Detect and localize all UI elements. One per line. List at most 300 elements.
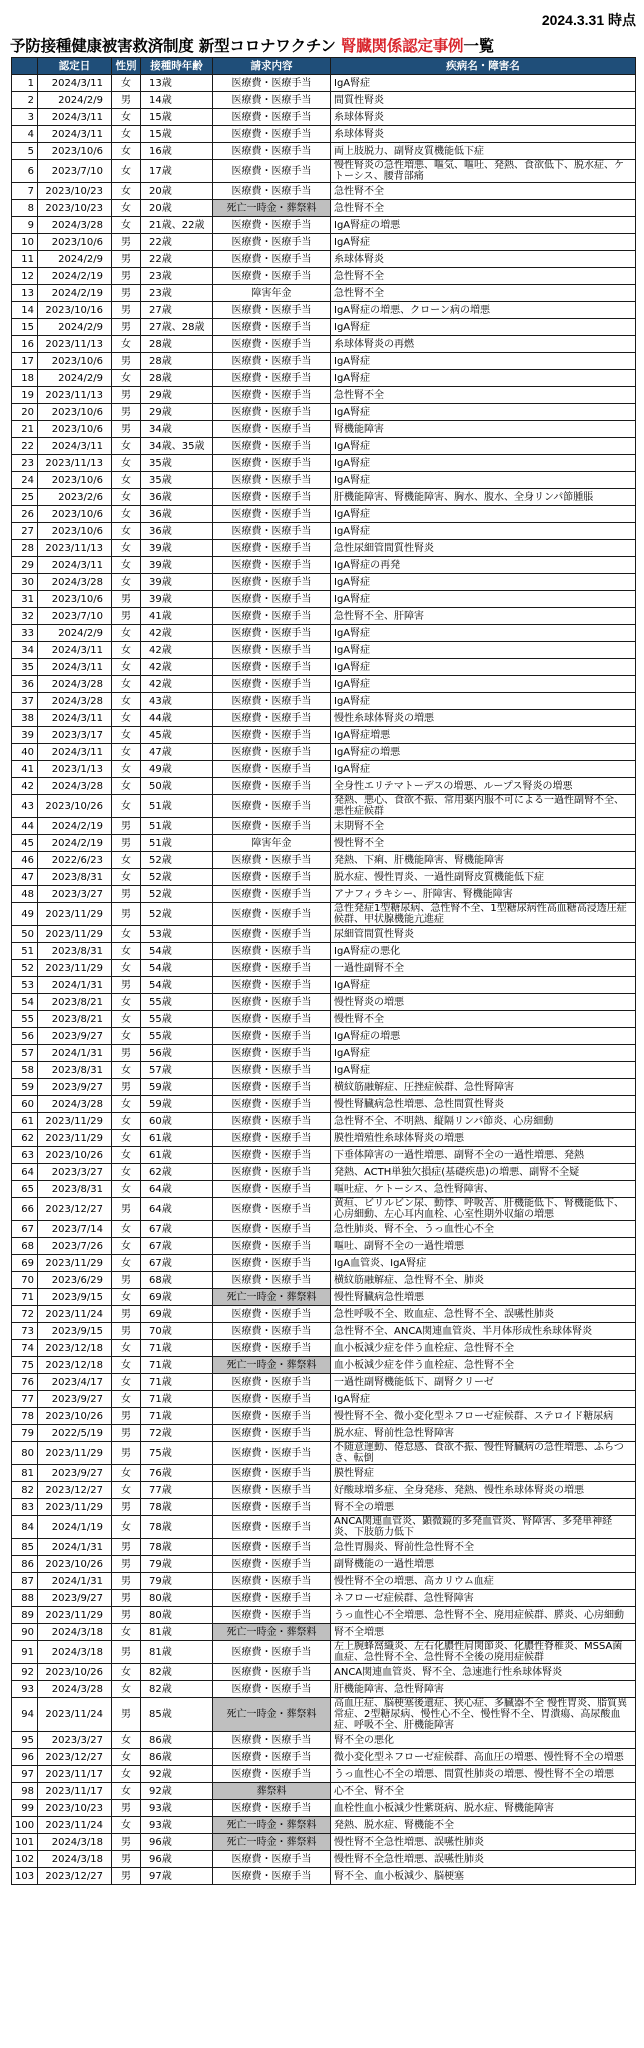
- age-cell: 81歳: [141, 1624, 213, 1641]
- cert-date-cell: 2023/10/23: [38, 183, 112, 200]
- table-row: [12, 852, 636, 869]
- illness-name-cell: IgA腎症: [331, 404, 636, 421]
- age-cell: 71歳: [141, 1357, 213, 1374]
- claim-type-cell: 医療費・医療手当: [213, 489, 331, 506]
- sex-cell: 女: [112, 1062, 141, 1079]
- case-number-cell: 8: [12, 200, 38, 217]
- age-cell: 61歳: [141, 1130, 213, 1147]
- cert-date-cell: 2023/11/24: [38, 1698, 112, 1732]
- claim-type-cell: 医療費・医療手当: [213, 903, 331, 926]
- table-row: [12, 540, 636, 557]
- sex-cell: 女: [112, 1130, 141, 1147]
- case-number-cell: 65: [12, 1181, 38, 1198]
- case-number-cell: 28: [12, 540, 38, 557]
- illness-name-cell: 糸球体腎炎: [331, 126, 636, 143]
- age-cell: 43歳: [141, 693, 213, 710]
- illness-name-cell: 横紋筋融解症、圧挫症候群、急性腎障害: [331, 1079, 636, 1096]
- age-cell: 71歳: [141, 1374, 213, 1391]
- case-number-cell: 27: [12, 523, 38, 540]
- table-row: [12, 1482, 636, 1499]
- claim-type-cell: 医療費・医療手当: [213, 852, 331, 869]
- table-row: [12, 608, 636, 625]
- age-cell: 29歳: [141, 387, 213, 404]
- cert-date-cell: 2024/2/9: [38, 319, 112, 336]
- claim-type-cell: 医療費・医療手当: [213, 1482, 331, 1499]
- cert-date-cell: 2023/11/29: [38, 1442, 112, 1465]
- table-row: [12, 1272, 636, 1289]
- col-header-sex: 性別: [112, 58, 141, 75]
- sex-cell: 女: [112, 926, 141, 943]
- illness-name-cell: 腎不全の悪化: [331, 1732, 636, 1749]
- case-number-cell: 39: [12, 727, 38, 744]
- cert-date-cell: 2023/12/27: [38, 1749, 112, 1766]
- table-row: [12, 903, 636, 926]
- case-number-cell: 47: [12, 869, 38, 886]
- age-cell: 13歳: [141, 75, 213, 92]
- age-cell: 71歳: [141, 1408, 213, 1425]
- claim-type-cell: 医療費・医療手当: [213, 1340, 331, 1357]
- sex-cell: 女: [112, 1664, 141, 1681]
- case-number-cell: 22: [12, 438, 38, 455]
- age-cell: 59歳: [141, 1079, 213, 1096]
- case-number-cell: 16: [12, 336, 38, 353]
- table-row: [12, 1425, 636, 1442]
- table-row: [12, 1255, 636, 1272]
- table-row: [12, 818, 636, 835]
- age-cell: 78歳: [141, 1516, 213, 1539]
- age-cell: 54歳: [141, 977, 213, 994]
- case-number-cell: 54: [12, 994, 38, 1011]
- table-row: [12, 489, 636, 506]
- sex-cell: 女: [112, 557, 141, 574]
- claim-type-cell: 医療費・医療手当: [213, 1181, 331, 1198]
- case-number-cell: 101: [12, 1834, 38, 1851]
- sex-cell: 女: [112, 1289, 141, 1306]
- table-row: [12, 1391, 636, 1408]
- cert-date-cell: 2023/10/6: [38, 404, 112, 421]
- sex-cell: 男: [112, 1306, 141, 1323]
- illness-name-cell: IgA腎症: [331, 1391, 636, 1408]
- age-cell: 42歳: [141, 676, 213, 693]
- age-cell: 71歳: [141, 1391, 213, 1408]
- table-row: [12, 1442, 636, 1465]
- case-number-cell: 37: [12, 693, 38, 710]
- claim-type-cell: 死亡一時金・葬祭料: [213, 200, 331, 217]
- age-cell: 59歳: [141, 1096, 213, 1113]
- illness-name-cell: 急性腎不全、不明熱、縦隔リンパ節炎、心房細動: [331, 1113, 636, 1130]
- table-row: [12, 1800, 636, 1817]
- case-number-cell: 30: [12, 574, 38, 591]
- sex-cell: 男: [112, 1800, 141, 1817]
- sex-cell: 男: [112, 1045, 141, 1062]
- claim-type-cell: 医療費・医療手当: [213, 1800, 331, 1817]
- cert-date-cell: 2023/9/15: [38, 1323, 112, 1340]
- case-number-cell: 90: [12, 1624, 38, 1641]
- claim-type-cell: 医療費・医療手当: [213, 1590, 331, 1607]
- cert-date-cell: 2024/3/18: [38, 1641, 112, 1664]
- claim-type-cell: 医療費・医療手当: [213, 642, 331, 659]
- illness-name-cell: IgA腎症: [331, 353, 636, 370]
- table-row: [12, 1181, 636, 1198]
- case-number-cell: 32: [12, 608, 38, 625]
- sex-cell: 女: [112, 1164, 141, 1181]
- age-cell: 97歳: [141, 1868, 213, 1885]
- table-row: [12, 727, 636, 744]
- sex-cell: 男: [112, 1539, 141, 1556]
- cert-date-cell: 2023/3/27: [38, 1732, 112, 1749]
- cert-date-cell: 2023/10/6: [38, 353, 112, 370]
- age-cell: 47歳: [141, 744, 213, 761]
- illness-name-cell: IgA腎症の増悪、クローン病の増悪: [331, 302, 636, 319]
- claim-type-cell: 医療費・医療手当: [213, 540, 331, 557]
- cert-date-cell: 2023/10/26: [38, 1664, 112, 1681]
- claim-type-cell: 医療費・医療手当: [213, 886, 331, 903]
- claim-type-cell: 障害年金: [213, 285, 331, 302]
- sex-cell: 女: [112, 523, 141, 540]
- age-cell: 96歳: [141, 1834, 213, 1851]
- illness-name-cell: IgA腎症: [331, 642, 636, 659]
- cert-date-cell: 2023/11/29: [38, 903, 112, 926]
- case-number-cell: 29: [12, 557, 38, 574]
- table-row: [12, 994, 636, 1011]
- claim-type-cell: 医療費・医療手当: [213, 1391, 331, 1408]
- page-title: [10, 34, 636, 56]
- cert-date-cell: 2024/3/18: [38, 1624, 112, 1641]
- case-number-cell: 91: [12, 1641, 38, 1664]
- case-number-cell: 9: [12, 217, 38, 234]
- case-number-cell: 38: [12, 710, 38, 727]
- sex-cell: 女: [112, 1482, 141, 1499]
- table-row: [12, 1289, 636, 1306]
- claim-type-cell: 医療費・医療手当: [213, 818, 331, 835]
- table-row: [12, 126, 636, 143]
- claim-type-cell: 医療費・医療手当: [213, 1374, 331, 1391]
- illness-name-cell: IgA腎症: [331, 1045, 636, 1062]
- table-row: [12, 659, 636, 676]
- illness-name-cell: 腎機能障害: [331, 421, 636, 438]
- illness-name-cell: 急性腎不全: [331, 268, 636, 285]
- illness-name-cell: 糸球体腎炎: [331, 251, 636, 268]
- case-number-cell: 35: [12, 659, 38, 676]
- case-number-cell: 93: [12, 1681, 38, 1698]
- sex-cell: 女: [112, 160, 141, 183]
- sex-cell: 男: [112, 353, 141, 370]
- cert-date-cell: 2023/10/26: [38, 1147, 112, 1164]
- age-cell: 55歳: [141, 1011, 213, 1028]
- illness-name-cell: IgA腎症の増悪: [331, 744, 636, 761]
- case-number-cell: 12: [12, 268, 38, 285]
- claim-type-cell: 医療費・医療手当: [213, 1573, 331, 1590]
- illness-name-cell: 急性腎不全、ANCA関連血管炎、半月体形成性糸球体腎炎: [331, 1323, 636, 1340]
- sex-cell: 男: [112, 234, 141, 251]
- claim-type-cell: 医療費・医療手当: [213, 183, 331, 200]
- table-row: [12, 1624, 636, 1641]
- case-number-cell: 24: [12, 472, 38, 489]
- cert-date-cell: 2023/4/17: [38, 1374, 112, 1391]
- claim-type-cell: 医療費・医療手当: [213, 1164, 331, 1181]
- claim-type-cell: 医療費・医療手当: [213, 421, 331, 438]
- cert-date-cell: 2024/2/19: [38, 835, 112, 852]
- cert-date-cell: 2024/3/28: [38, 778, 112, 795]
- case-number-cell: 26: [12, 506, 38, 523]
- claim-type-cell: 医療費・医療手当: [213, 693, 331, 710]
- age-cell: 45歳: [141, 727, 213, 744]
- age-cell: 67歳: [141, 1238, 213, 1255]
- cert-date-cell: 2023/10/6: [38, 591, 112, 608]
- cert-date-cell: 2023/10/26: [38, 1408, 112, 1425]
- claim-type-cell: 医療費・医療手当: [213, 143, 331, 160]
- age-cell: 64歳: [141, 1198, 213, 1221]
- case-number-cell: 77: [12, 1391, 38, 1408]
- age-cell: 71歳: [141, 1340, 213, 1357]
- claim-type-cell: 医療費・医療手当: [213, 926, 331, 943]
- cert-date-cell: 2023/11/17: [38, 1766, 112, 1783]
- cert-date-cell: 2024/3/28: [38, 217, 112, 234]
- cert-date-cell: 2023/10/26: [38, 795, 112, 818]
- table-row: [12, 943, 636, 960]
- illness-name-cell: 慢性腎不全、微小変化型ネフローゼ症候群、ステロイド糖尿病: [331, 1408, 636, 1425]
- age-cell: 54歳: [141, 960, 213, 977]
- sex-cell: 男: [112, 1698, 141, 1732]
- sex-cell: 女: [112, 143, 141, 160]
- claim-type-cell: 医療費・医療手当: [213, 387, 331, 404]
- case-number-cell: 62: [12, 1130, 38, 1147]
- illness-name-cell: 腎不全増悪: [331, 1624, 636, 1641]
- cert-date-cell: 2023/11/29: [38, 1499, 112, 1516]
- table-row: [12, 1147, 636, 1164]
- illness-name-cell: 急性腎不全: [331, 387, 636, 404]
- age-cell: 20歳: [141, 200, 213, 217]
- illness-name-cell: 慢性腎臓病急性増悪: [331, 1289, 636, 1306]
- table-row: [12, 744, 636, 761]
- age-cell: 72歳: [141, 1425, 213, 1442]
- claim-type-cell: 医療費・医療手当: [213, 319, 331, 336]
- table-row: [12, 1868, 636, 1885]
- cert-date-cell: 2023/10/26: [38, 1556, 112, 1573]
- sex-cell: 女: [112, 960, 141, 977]
- age-cell: 42歳: [141, 659, 213, 676]
- age-cell: 69歳: [141, 1306, 213, 1323]
- case-number-cell: 50: [12, 926, 38, 943]
- cert-date-cell: 2023/11/29: [38, 926, 112, 943]
- case-number-cell: 61: [12, 1113, 38, 1130]
- illness-name-cell: 左上腕蜂窩織炎、左右化膿性肩関節炎、化膿性脊椎炎、MSSA菌血症、急性腎不全、急性腎不全後の廃用症候群: [331, 1641, 636, 1664]
- claim-type-cell: 死亡一時金・葬祭料: [213, 1357, 331, 1374]
- table-header-row: [12, 58, 636, 75]
- age-cell: 35歳: [141, 455, 213, 472]
- case-number-cell: 92: [12, 1664, 38, 1681]
- col-header-date: 認定日: [38, 58, 112, 75]
- sex-cell: 女: [112, 659, 141, 676]
- age-cell: 54歳: [141, 943, 213, 960]
- case-number-cell: 58: [12, 1062, 38, 1079]
- illness-name-cell: 末期腎不全: [331, 818, 636, 835]
- cert-date-cell: 2024/3/11: [38, 75, 112, 92]
- cert-date-cell: 2023/8/31: [38, 1181, 112, 1198]
- claim-type-cell: 医療費・医療手当: [213, 1408, 331, 1425]
- table-row: [12, 977, 636, 994]
- claim-type-cell: 医療費・医療手当: [213, 353, 331, 370]
- table-row: [12, 574, 636, 591]
- age-cell: 62歳: [141, 1164, 213, 1181]
- illness-name-cell: 全身性エリテマトーデスの増悪、ループス腎炎の増悪: [331, 778, 636, 795]
- sex-cell: 女: [112, 1238, 141, 1255]
- claim-type-cell: 医療費・医療手当: [213, 1868, 331, 1885]
- cert-date-cell: 2023/10/16: [38, 302, 112, 319]
- illness-name-cell: IgA血管炎、IgA腎症: [331, 1255, 636, 1272]
- case-number-cell: 97: [12, 1766, 38, 1783]
- table-row: [12, 886, 636, 903]
- age-cell: 36歳: [141, 523, 213, 540]
- age-cell: 15歳: [141, 109, 213, 126]
- illness-name-cell: IgA腎症: [331, 370, 636, 387]
- sex-cell: 男: [112, 1851, 141, 1868]
- sex-cell: 男: [112, 268, 141, 285]
- age-cell: 81歳: [141, 1641, 213, 1664]
- age-cell: 29歳: [141, 404, 213, 421]
- age-cell: 55歳: [141, 994, 213, 1011]
- age-cell: 34歳、35歳: [141, 438, 213, 455]
- case-number-cell: 48: [12, 886, 38, 903]
- sex-cell: 男: [112, 302, 141, 319]
- sex-cell: 女: [112, 778, 141, 795]
- case-number-cell: 21: [12, 421, 38, 438]
- cert-date-cell: 2024/3/18: [38, 1834, 112, 1851]
- claim-type-cell: 医療費・医療手当: [213, 1425, 331, 1442]
- claim-type-cell: 医療費・医療手当: [213, 1255, 331, 1272]
- table-row: [12, 92, 636, 109]
- cert-date-cell: 2023/7/26: [38, 1238, 112, 1255]
- cert-date-cell: 2024/3/11: [38, 659, 112, 676]
- claim-type-cell: 障害年金: [213, 835, 331, 852]
- as-of-date: 2024.3.31 時点: [541, 12, 636, 28]
- table-row: [12, 1011, 636, 1028]
- illness-name-cell: 間質性腎炎: [331, 92, 636, 109]
- sex-cell: 女: [112, 109, 141, 126]
- sex-cell: 女: [112, 869, 141, 886]
- case-number-cell: 83: [12, 1499, 38, 1516]
- illness-name-cell: 急性発症1型糖尿病、急性腎不全、1型糖尿病性高血糖高浸透圧症候群、甲状腺機能亢進症: [331, 903, 636, 926]
- case-number-cell: 103: [12, 1868, 38, 1885]
- case-number-cell: 15: [12, 319, 38, 336]
- cert-date-cell: 2023/11/17: [38, 1783, 112, 1800]
- sex-cell: 女: [112, 1113, 141, 1130]
- sex-cell: 男: [112, 1607, 141, 1624]
- cert-date-cell: 2023/11/29: [38, 960, 112, 977]
- cert-date-cell: 2023/9/27: [38, 1028, 112, 1045]
- cert-date-cell: 2023/11/29: [38, 1255, 112, 1272]
- cert-date-cell: 2024/3/11: [38, 744, 112, 761]
- case-number-cell: 40: [12, 744, 38, 761]
- table-row: [12, 693, 636, 710]
- cert-date-cell: 2023/10/23: [38, 1800, 112, 1817]
- age-cell: 70歳: [141, 1323, 213, 1340]
- sex-cell: 女: [112, 438, 141, 455]
- sex-cell: 男: [112, 1499, 141, 1516]
- illness-name-cell: 心不全、腎不全: [331, 1783, 636, 1800]
- age-cell: 42歳: [141, 642, 213, 659]
- case-number-cell: 76: [12, 1374, 38, 1391]
- sex-cell: 女: [112, 540, 141, 557]
- age-cell: 96歳: [141, 1851, 213, 1868]
- claim-type-cell: 医療費・医療手当: [213, 523, 331, 540]
- case-number-cell: 4: [12, 126, 38, 143]
- table-row: [12, 160, 636, 183]
- case-number-cell: 44: [12, 818, 38, 835]
- table-row: [12, 302, 636, 319]
- case-number-cell: 82: [12, 1482, 38, 1499]
- case-number-cell: 33: [12, 625, 38, 642]
- table-row: [12, 710, 636, 727]
- claim-type-cell: 医療費・医療手当: [213, 1499, 331, 1516]
- case-number-cell: 57: [12, 1045, 38, 1062]
- cert-date-cell: 2024/3/11: [38, 710, 112, 727]
- sex-cell: 女: [112, 943, 141, 960]
- cert-date-cell: 2023/11/29: [38, 1113, 112, 1130]
- cert-date-cell: 2024/1/31: [38, 977, 112, 994]
- illness-name-cell: 急性腎不全: [331, 285, 636, 302]
- claim-type-cell: 医療費・医療手当: [213, 659, 331, 676]
- title-prefix: 予防接種健康被害救済制度 新型コロナワクチン: [10, 37, 341, 55]
- age-cell: 28歳: [141, 336, 213, 353]
- age-cell: 86歳: [141, 1749, 213, 1766]
- age-cell: 92歳: [141, 1783, 213, 1800]
- claim-type-cell: 医療費・医療手当: [213, 438, 331, 455]
- age-cell: 85歳: [141, 1698, 213, 1732]
- age-cell: 82歳: [141, 1664, 213, 1681]
- cert-date-cell: 2024/3/28: [38, 676, 112, 693]
- table-row: [12, 778, 636, 795]
- case-number-cell: 3: [12, 109, 38, 126]
- table-row: [12, 472, 636, 489]
- table-row: [12, 1834, 636, 1851]
- sex-cell: 女: [112, 1357, 141, 1374]
- sex-cell: 女: [112, 183, 141, 200]
- claim-type-cell: 医療費・医療手当: [213, 1130, 331, 1147]
- age-cell: 80歳: [141, 1607, 213, 1624]
- table-row: [12, 960, 636, 977]
- table-row: [12, 370, 636, 387]
- sex-cell: 男: [112, 1442, 141, 1465]
- case-number-cell: 52: [12, 960, 38, 977]
- case-number-cell: 74: [12, 1340, 38, 1357]
- cert-date-cell: 2023/10/6: [38, 421, 112, 438]
- case-number-cell: 11: [12, 251, 38, 268]
- age-cell: 21歳、22歳: [141, 217, 213, 234]
- cert-date-cell: 2024/2/9: [38, 370, 112, 387]
- table-row: [12, 1556, 636, 1573]
- cert-date-cell: 2023/11/29: [38, 1607, 112, 1624]
- age-cell: 78歳: [141, 1539, 213, 1556]
- table-row: [12, 109, 636, 126]
- claim-type-cell: 医療費・医療手当: [213, 370, 331, 387]
- case-number-cell: 2: [12, 92, 38, 109]
- table-row: [12, 869, 636, 886]
- cert-date-cell: 2023/10/6: [38, 234, 112, 251]
- table-row: [12, 251, 636, 268]
- table-row: [12, 523, 636, 540]
- claim-type-cell: 医療費・医療手当: [213, 676, 331, 693]
- claim-type-cell: 医療費・医療手当: [213, 472, 331, 489]
- cert-date-cell: 2023/11/13: [38, 336, 112, 353]
- illness-name-cell: IgA腎症: [331, 523, 636, 540]
- claim-type-cell: 葬祭料: [213, 1783, 331, 1800]
- cert-date-cell: 2023/8/31: [38, 869, 112, 886]
- claim-type-cell: 医療費・医療手当: [213, 608, 331, 625]
- claim-type-cell: 医療費・医療手当: [213, 591, 331, 608]
- cert-date-cell: 2023/10/6: [38, 143, 112, 160]
- claim-type-cell: 医療費・医療手当: [213, 1011, 331, 1028]
